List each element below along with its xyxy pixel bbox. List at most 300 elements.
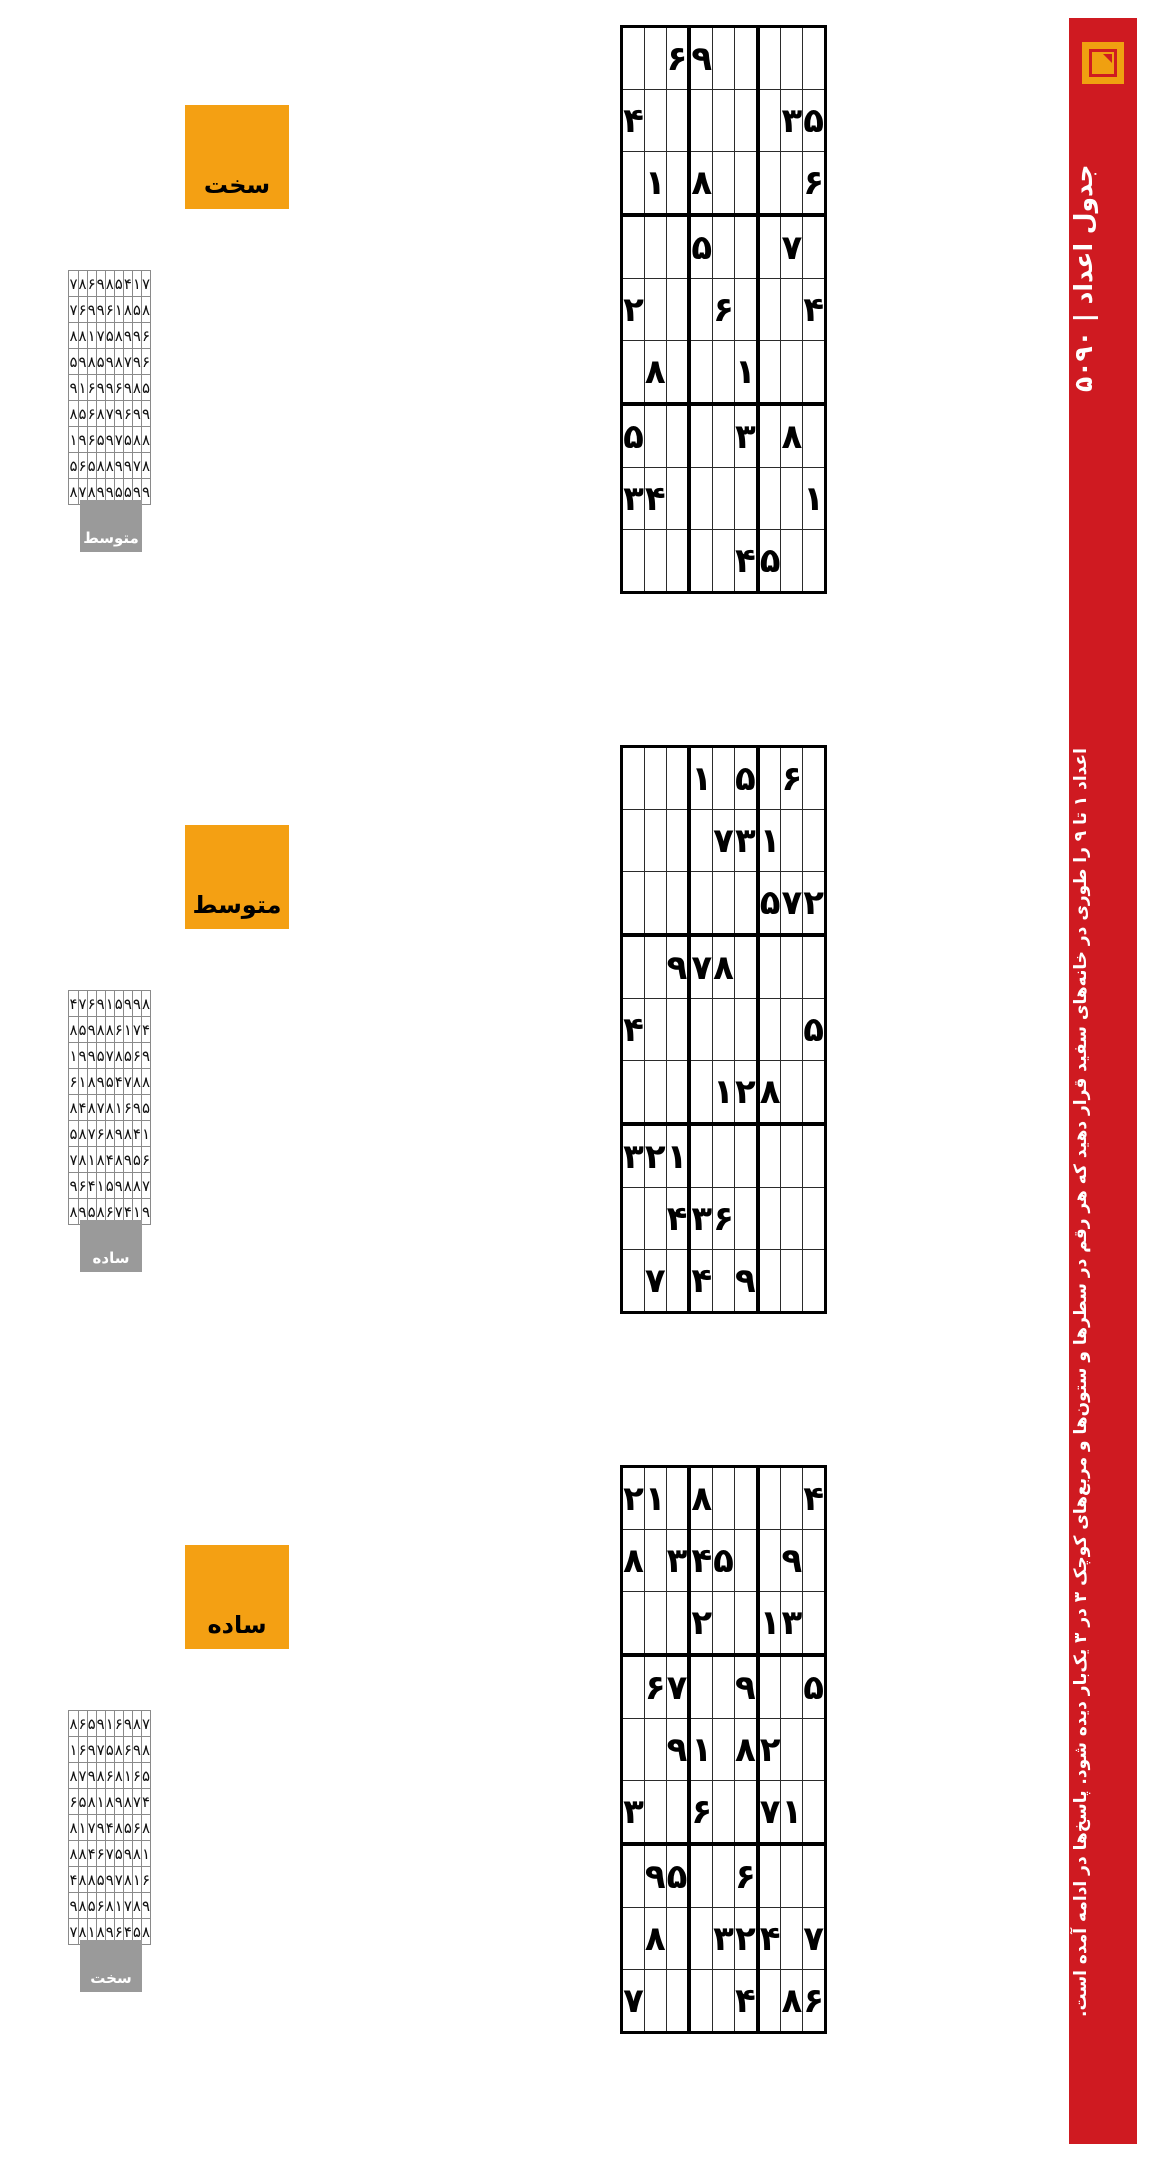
grid-cell[interactable] — [758, 1467, 781, 1530]
grid-cell[interactable] — [781, 1655, 803, 1719]
solution-cell: ۱ — [132, 1867, 141, 1893]
grid-cell[interactable]: ۳ — [781, 1592, 803, 1656]
grid-cell[interactable] — [781, 530, 803, 593]
grid-cell[interactable] — [689, 404, 712, 468]
grid-cell[interactable]: ۸ — [781, 404, 803, 468]
grid-cell[interactable] — [803, 1592, 826, 1656]
grid-cell[interactable] — [644, 1719, 666, 1781]
grid-cell[interactable] — [758, 152, 781, 216]
grid-cell[interactable]: ۶ — [644, 1655, 666, 1719]
grid-cell[interactable]: ۹ — [689, 27, 712, 90]
difficulty-tag-3: ساده — [185, 1545, 289, 1649]
grid-cell[interactable] — [758, 1844, 781, 1908]
grid-cell[interactable]: ۶ — [689, 1781, 712, 1845]
grid-cell[interactable] — [803, 530, 826, 593]
solution-cell: ۴ — [87, 1841, 96, 1867]
grid-cell[interactable] — [666, 1908, 689, 1970]
grid-cell[interactable] — [666, 90, 689, 152]
grid-cell[interactable] — [666, 1061, 689, 1125]
grid-cell[interactable] — [622, 341, 645, 405]
grid-cell[interactable] — [644, 279, 666, 341]
grid-cell[interactable] — [644, 27, 666, 90]
grid-cell[interactable] — [803, 1124, 826, 1188]
grid-cell[interactable] — [734, 1467, 757, 1530]
grid-cell[interactable] — [622, 1592, 645, 1656]
grid-cell[interactable] — [644, 1970, 666, 2033]
solution-cell: ۸ — [132, 1711, 141, 1737]
grid-cell[interactable]: ۲ — [689, 1592, 712, 1656]
grid-cell[interactable] — [713, 747, 735, 810]
grid-cell[interactable]: ۱ — [758, 1592, 781, 1656]
grid-cell[interactable] — [803, 404, 826, 468]
grid-cell[interactable] — [713, 530, 735, 593]
solution-row — [69, 375, 151, 401]
grid-cell[interactable]: ۱ — [689, 1719, 712, 1781]
grid-cell[interactable] — [734, 999, 757, 1061]
grid-cell[interactable]: ۴ — [666, 1188, 689, 1250]
sudoku-grid-2[interactable] — [620, 745, 827, 1314]
grid-cell[interactable]: ۸ — [713, 935, 735, 999]
grid-cell[interactable] — [666, 1970, 689, 2033]
grid-cell[interactable] — [622, 530, 645, 593]
grid-cell[interactable] — [803, 1250, 826, 1313]
grid-cell[interactable]: ۶ — [734, 1844, 757, 1908]
grid-cell[interactable] — [781, 935, 803, 999]
grid-cell[interactable]: ۷ — [781, 215, 803, 279]
grid-cell[interactable] — [644, 1530, 666, 1592]
grid-cell[interactable]: ۴ — [622, 999, 645, 1061]
grid-cell[interactable]: ۲ — [622, 1467, 645, 1530]
grid-cell[interactable]: ۹ — [666, 935, 689, 999]
grid-row — [622, 1592, 826, 1656]
grid-cell[interactable] — [758, 935, 781, 999]
grid-cell[interactable]: ۱ — [781, 1781, 803, 1845]
grid-cell[interactable] — [713, 1844, 735, 1908]
grid-cell[interactable] — [644, 530, 666, 593]
grid-cell[interactable]: ۳ — [622, 468, 645, 530]
grid-cell[interactable] — [734, 1188, 757, 1250]
grid-cell[interactable] — [622, 747, 645, 810]
grid-cell[interactable] — [713, 872, 735, 936]
solution-cell: ۵ — [114, 271, 123, 297]
grid-cell[interactable] — [734, 1530, 757, 1592]
solution-cell: ۷ — [141, 271, 150, 297]
grid-cell[interactable]: ۲ — [758, 1719, 781, 1781]
grid-cell[interactable]: ۱ — [758, 810, 781, 872]
grid-cell[interactable] — [713, 1655, 735, 1719]
solution-row — [69, 1095, 151, 1121]
grid-cell[interactable]: ۴ — [734, 1970, 757, 2033]
grid-row — [622, 404, 826, 468]
grid-cell[interactable] — [734, 90, 757, 152]
grid-cell[interactable]: ۹ — [666, 1719, 689, 1781]
grid-cell[interactable]: ۳ — [666, 1530, 689, 1592]
grid-cell[interactable] — [666, 810, 689, 872]
grid-cell[interactable]: ۷ — [622, 1970, 645, 2033]
grid-cell[interactable]: ۵ — [689, 215, 712, 279]
grid-cell[interactable] — [781, 1188, 803, 1250]
grid-cell[interactable]: ۳ — [734, 404, 757, 468]
solution-cell: ۸ — [105, 271, 114, 297]
solution-cell: ۷ — [123, 1069, 132, 1095]
grid-cell[interactable]: ۸ — [734, 1719, 757, 1781]
solution-cell: ۱ — [69, 427, 78, 453]
grid-cell[interactable]: ۴ — [758, 1908, 781, 1970]
grid-cell[interactable]: ۷ — [803, 1908, 826, 1970]
grid-cell[interactable]: ۶ — [803, 152, 826, 216]
solution-cell: ۸ — [114, 1043, 123, 1069]
solution-cell: ۹ — [69, 375, 78, 401]
grid-cell[interactable]: ۲ — [803, 872, 826, 936]
grid-cell[interactable] — [713, 152, 735, 216]
grid-cell[interactable]: ۳ — [622, 1781, 645, 1845]
grid-cell[interactable] — [644, 999, 666, 1061]
grid-cell[interactable] — [689, 1908, 712, 1970]
grid-cell[interactable] — [689, 530, 712, 593]
grid-cell[interactable]: ۱ — [644, 1467, 666, 1530]
solution-row — [69, 1017, 151, 1043]
solution-cell: ۸ — [78, 1841, 87, 1867]
grid-cell[interactable]: ۲ — [622, 279, 645, 341]
grid-row — [622, 935, 826, 999]
solution-cell: ۶ — [87, 427, 96, 453]
grid-cell[interactable]: ۵ — [803, 1655, 826, 1719]
solution-cell: ۱ — [123, 1763, 132, 1789]
grid-cell[interactable]: ۱ — [734, 341, 757, 405]
grid-cell[interactable]: ۹ — [644, 1844, 666, 1908]
grid-cell[interactable] — [734, 935, 757, 999]
solution-row — [69, 271, 151, 297]
grid-cell[interactable] — [781, 1908, 803, 1970]
grid-cell[interactable]: ۴ — [803, 1467, 826, 1530]
grid-cell[interactable] — [758, 90, 781, 152]
grid-cell[interactable]: ۵ — [803, 90, 826, 152]
grid-cell[interactable]: ۵ — [622, 404, 645, 468]
grid-cell[interactable] — [803, 1781, 826, 1845]
grid-cell[interactable]: ۵ — [713, 1530, 735, 1592]
grid-cell[interactable]: ۲ — [644, 1124, 666, 1188]
grid-cell[interactable] — [666, 1592, 689, 1656]
grid-cell[interactable] — [689, 1970, 712, 2033]
grid-cell[interactable] — [644, 1188, 666, 1250]
grid-cell[interactable] — [622, 1250, 645, 1313]
grid-cell[interactable] — [689, 90, 712, 152]
solution-row — [69, 1121, 151, 1147]
grid-cell[interactable] — [734, 872, 757, 936]
grid-cell[interactable] — [758, 215, 781, 279]
grid-cell[interactable] — [713, 1592, 735, 1656]
grid-cell[interactable]: ۴ — [644, 468, 666, 530]
solution-cell: ۹ — [132, 991, 141, 1017]
grid-cell[interactable] — [666, 999, 689, 1061]
grid-cell[interactable] — [644, 810, 666, 872]
grid-cell[interactable] — [713, 1719, 735, 1781]
grid-cell[interactable]: ۷ — [689, 935, 712, 999]
grid-row — [622, 872, 826, 936]
solution-cell: ۶ — [141, 323, 150, 349]
grid-cell[interactable] — [781, 1061, 803, 1125]
grid-cell[interactable] — [781, 279, 803, 341]
grid-cell[interactable] — [758, 1124, 781, 1188]
grid-cell[interactable] — [666, 1250, 689, 1313]
grid-cell[interactable] — [689, 468, 712, 530]
solution-cell: ۴ — [105, 1147, 114, 1173]
grid-cell[interactable] — [622, 1655, 645, 1719]
solution-cell: ۴ — [114, 1069, 123, 1095]
grid-cell[interactable]: ۵ — [666, 1844, 689, 1908]
grid-cell[interactable] — [781, 1719, 803, 1781]
solution-cell: ۹ — [78, 349, 87, 375]
grid-cell[interactable] — [781, 468, 803, 530]
grid-row — [622, 1467, 826, 1530]
grid-cell[interactable] — [622, 1844, 645, 1908]
grid-cell[interactable] — [713, 999, 735, 1061]
grid-cell[interactable]: ۳ — [781, 90, 803, 152]
grid-cell[interactable] — [689, 999, 712, 1061]
grid-cell[interactable] — [689, 341, 712, 405]
grid-cell[interactable]: ۶ — [713, 279, 735, 341]
grid-cell[interactable] — [622, 27, 645, 90]
grid-cell[interactable] — [644, 1781, 666, 1845]
grid-cell[interactable] — [758, 404, 781, 468]
grid-cell[interactable] — [803, 1061, 826, 1125]
grid-cell[interactable] — [666, 1781, 689, 1845]
grid-cell[interactable] — [803, 810, 826, 872]
grid-cell[interactable] — [713, 341, 735, 405]
grid-cell[interactable]: ۶ — [713, 1188, 735, 1250]
grid-cell[interactable]: ۱ — [666, 1124, 689, 1188]
grid-cell[interactable]: ۸ — [689, 1467, 712, 1530]
grid-cell[interactable] — [758, 468, 781, 530]
grid-cell[interactable] — [689, 872, 712, 936]
grid-cell[interactable] — [689, 1124, 712, 1188]
grid-cell[interactable] — [644, 935, 666, 999]
grid-cell[interactable] — [644, 404, 666, 468]
grid-cell[interactable]: ۴ — [689, 1530, 712, 1592]
grid-cell[interactable] — [666, 468, 689, 530]
solution-cell: ۹ — [105, 479, 114, 505]
grid-cell[interactable]: ۴ — [689, 1250, 712, 1313]
grid-cell[interactable]: ۸ — [644, 1908, 666, 1970]
grid-cell[interactable] — [781, 999, 803, 1061]
grid-cell[interactable] — [622, 215, 645, 279]
grid-cell[interactable] — [803, 341, 826, 405]
solution-cell: ۸ — [123, 1121, 132, 1147]
grid-cell[interactable] — [734, 1781, 757, 1845]
grid-cell[interactable] — [644, 872, 666, 936]
grid-cell[interactable] — [758, 1188, 781, 1250]
grid-cell[interactable] — [758, 1250, 781, 1313]
grid-cell[interactable] — [713, 90, 735, 152]
grid-cell[interactable] — [803, 1844, 826, 1908]
grid-cell[interactable] — [622, 935, 645, 999]
grid-cell[interactable] — [622, 152, 645, 216]
grid-cell[interactable]: ۷ — [713, 810, 735, 872]
grid-cell[interactable]: ۸ — [644, 341, 666, 405]
sudoku-grid-3[interactable] — [620, 1465, 827, 2034]
grid-cell[interactable] — [622, 1188, 645, 1250]
grid-cell[interactable]: ۶ — [666, 27, 689, 90]
grid-cell[interactable] — [734, 279, 757, 341]
solution-cell: ۶ — [105, 1763, 114, 1789]
grid-cell[interactable] — [734, 215, 757, 279]
grid-cell[interactable]: ۳ — [689, 1188, 712, 1250]
grid-cell[interactable] — [781, 152, 803, 216]
grid-cell[interactable] — [666, 404, 689, 468]
grid-cell[interactable] — [666, 1467, 689, 1530]
grid-cell[interactable] — [758, 1655, 781, 1719]
grid-cell[interactable]: ۶ — [781, 747, 803, 810]
grid-cell[interactable] — [734, 1592, 757, 1656]
grid-cell[interactable] — [644, 1061, 666, 1125]
grid-cell[interactable] — [689, 810, 712, 872]
grid-cell[interactable] — [781, 810, 803, 872]
grid-cell[interactable] — [734, 468, 757, 530]
grid-cell[interactable] — [622, 872, 645, 936]
grid-cell[interactable] — [758, 27, 781, 90]
solution-cell: ۸ — [78, 1919, 87, 1945]
grid-cell[interactable] — [644, 90, 666, 152]
grid-cell[interactable] — [713, 1250, 735, 1313]
grid-cell[interactable] — [666, 530, 689, 593]
grid-cell[interactable] — [734, 1124, 757, 1188]
grid-cell[interactable] — [622, 810, 645, 872]
solution-cell: ۶ — [114, 1711, 123, 1737]
grid-cell[interactable] — [781, 1250, 803, 1313]
grid-cell[interactable] — [713, 215, 735, 279]
solution-cell: ۶ — [141, 349, 150, 375]
grid-cell[interactable] — [666, 215, 689, 279]
grid-cell[interactable]: ۸ — [689, 152, 712, 216]
grid-cell[interactable] — [622, 1719, 645, 1781]
solution-cell: ۱ — [69, 1043, 78, 1069]
grid-cell[interactable]: ۱ — [689, 747, 712, 810]
grid-cell[interactable] — [713, 468, 735, 530]
solution-cell: ۹ — [123, 323, 132, 349]
grid-cell[interactable]: ۷ — [666, 1655, 689, 1719]
solution-cell: ۹ — [96, 297, 105, 323]
grid-cell[interactable] — [644, 1592, 666, 1656]
grid-cell[interactable]: ۹ — [734, 1250, 757, 1313]
grid-cell[interactable] — [758, 747, 781, 810]
grid-cell[interactable] — [689, 1061, 712, 1125]
grid-cell[interactable]: ۴ — [734, 530, 757, 593]
grid-cell[interactable] — [734, 152, 757, 216]
solution-cell: ۸ — [123, 1173, 132, 1199]
grid-cell[interactable] — [644, 215, 666, 279]
solution-row — [69, 1711, 151, 1737]
grid-cell[interactable]: ۹ — [734, 1655, 757, 1719]
grid-cell[interactable] — [666, 747, 689, 810]
solution-cell: ۸ — [69, 323, 78, 349]
grid-cell[interactable] — [713, 1467, 735, 1530]
grid-cell[interactable] — [758, 999, 781, 1061]
grid-cell[interactable]: ۴ — [622, 90, 645, 152]
grid-cell[interactable] — [713, 1781, 735, 1845]
grid-cell[interactable]: ۷ — [644, 1250, 666, 1313]
grid-cell[interactable] — [622, 1908, 645, 1970]
grid-cell[interactable] — [666, 872, 689, 936]
solution-row — [69, 453, 151, 479]
grid-cell[interactable]: ۱ — [713, 1061, 735, 1125]
grid-cell[interactable] — [713, 1124, 735, 1188]
grid-cell[interactable]: ۷ — [781, 872, 803, 936]
grid-cell[interactable] — [803, 747, 826, 810]
grid-cell[interactable] — [734, 27, 757, 90]
grid-cell[interactable] — [803, 1719, 826, 1781]
grid-cell[interactable] — [758, 1530, 781, 1592]
grid-cell[interactable] — [781, 1844, 803, 1908]
grid-cell[interactable]: ۸ — [622, 1530, 645, 1592]
solution-cell: ۸ — [69, 1711, 78, 1737]
grid-cell[interactable]: ۸ — [758, 1061, 781, 1125]
grid-cell[interactable] — [781, 27, 803, 90]
solution-cell: ۶ — [96, 1841, 105, 1867]
grid-cell[interactable] — [713, 404, 735, 468]
grid-cell[interactable]: ۵ — [803, 999, 826, 1061]
grid-cell[interactable] — [781, 341, 803, 405]
sudoku-grid-1[interactable] — [620, 25, 827, 594]
grid-cell[interactable]: ۵ — [758, 530, 781, 593]
grid-cell[interactable]: ۷ — [758, 1781, 781, 1845]
solution-cell: ۸ — [78, 1147, 87, 1173]
grid-cell[interactable] — [689, 1655, 712, 1719]
grid-cell[interactable] — [713, 1970, 735, 2033]
grid-cell[interactable] — [758, 341, 781, 405]
grid-cell[interactable]: ۵ — [734, 747, 757, 810]
grid-cell[interactable]: ۴ — [803, 279, 826, 341]
grid-cell[interactable] — [644, 747, 666, 810]
grid-cell[interactable]: ۹ — [781, 1530, 803, 1592]
grid-cell[interactable] — [781, 1467, 803, 1530]
grid-cell[interactable]: ۵ — [758, 872, 781, 936]
grid-cell[interactable] — [713, 27, 735, 90]
grid-cell[interactable] — [803, 27, 826, 90]
grid-cell[interactable] — [758, 279, 781, 341]
grid-cell[interactable] — [781, 1124, 803, 1188]
solution-cell: ۶ — [132, 1815, 141, 1841]
solution-cell: ۸ — [87, 1069, 96, 1095]
solution-cell: ۸ — [123, 297, 132, 323]
grid-cell[interactable]: ۳ — [713, 1908, 735, 1970]
grid-cell[interactable] — [689, 279, 712, 341]
solution-cell: ۸ — [141, 1815, 150, 1841]
grid-cell[interactable] — [803, 935, 826, 999]
grid-cell[interactable] — [758, 1970, 781, 2033]
grid-cell[interactable] — [622, 1061, 645, 1125]
grid-cell[interactable]: ۲ — [734, 1908, 757, 1970]
solution-cell: ۷ — [87, 1121, 96, 1147]
grid-cell[interactable] — [666, 341, 689, 405]
grid-cell[interactable] — [803, 215, 826, 279]
solution-cell: ۴ — [141, 1789, 150, 1815]
grid-cell[interactable]: ۸ — [781, 1970, 803, 2033]
solution-cell: ۵ — [105, 1069, 114, 1095]
grid-cell[interactable]: ۱ — [644, 152, 666, 216]
grid-cell[interactable] — [803, 1188, 826, 1250]
grid-cell[interactable] — [689, 1844, 712, 1908]
grid-cell[interactable] — [803, 1530, 826, 1592]
grid-cell[interactable]: ۱ — [803, 468, 826, 530]
grid-cell[interactable]: ۶ — [803, 1970, 826, 2033]
solution-cell: ۴ — [132, 1121, 141, 1147]
grid-cell[interactable] — [666, 279, 689, 341]
grid-cell[interactable] — [666, 152, 689, 216]
grid-cell[interactable]: ۳ — [734, 810, 757, 872]
grid-cell[interactable]: ۳ — [622, 1124, 645, 1188]
solution-cell: ۸ — [87, 1095, 96, 1121]
grid-cell[interactable]: ۲ — [734, 1061, 757, 1125]
